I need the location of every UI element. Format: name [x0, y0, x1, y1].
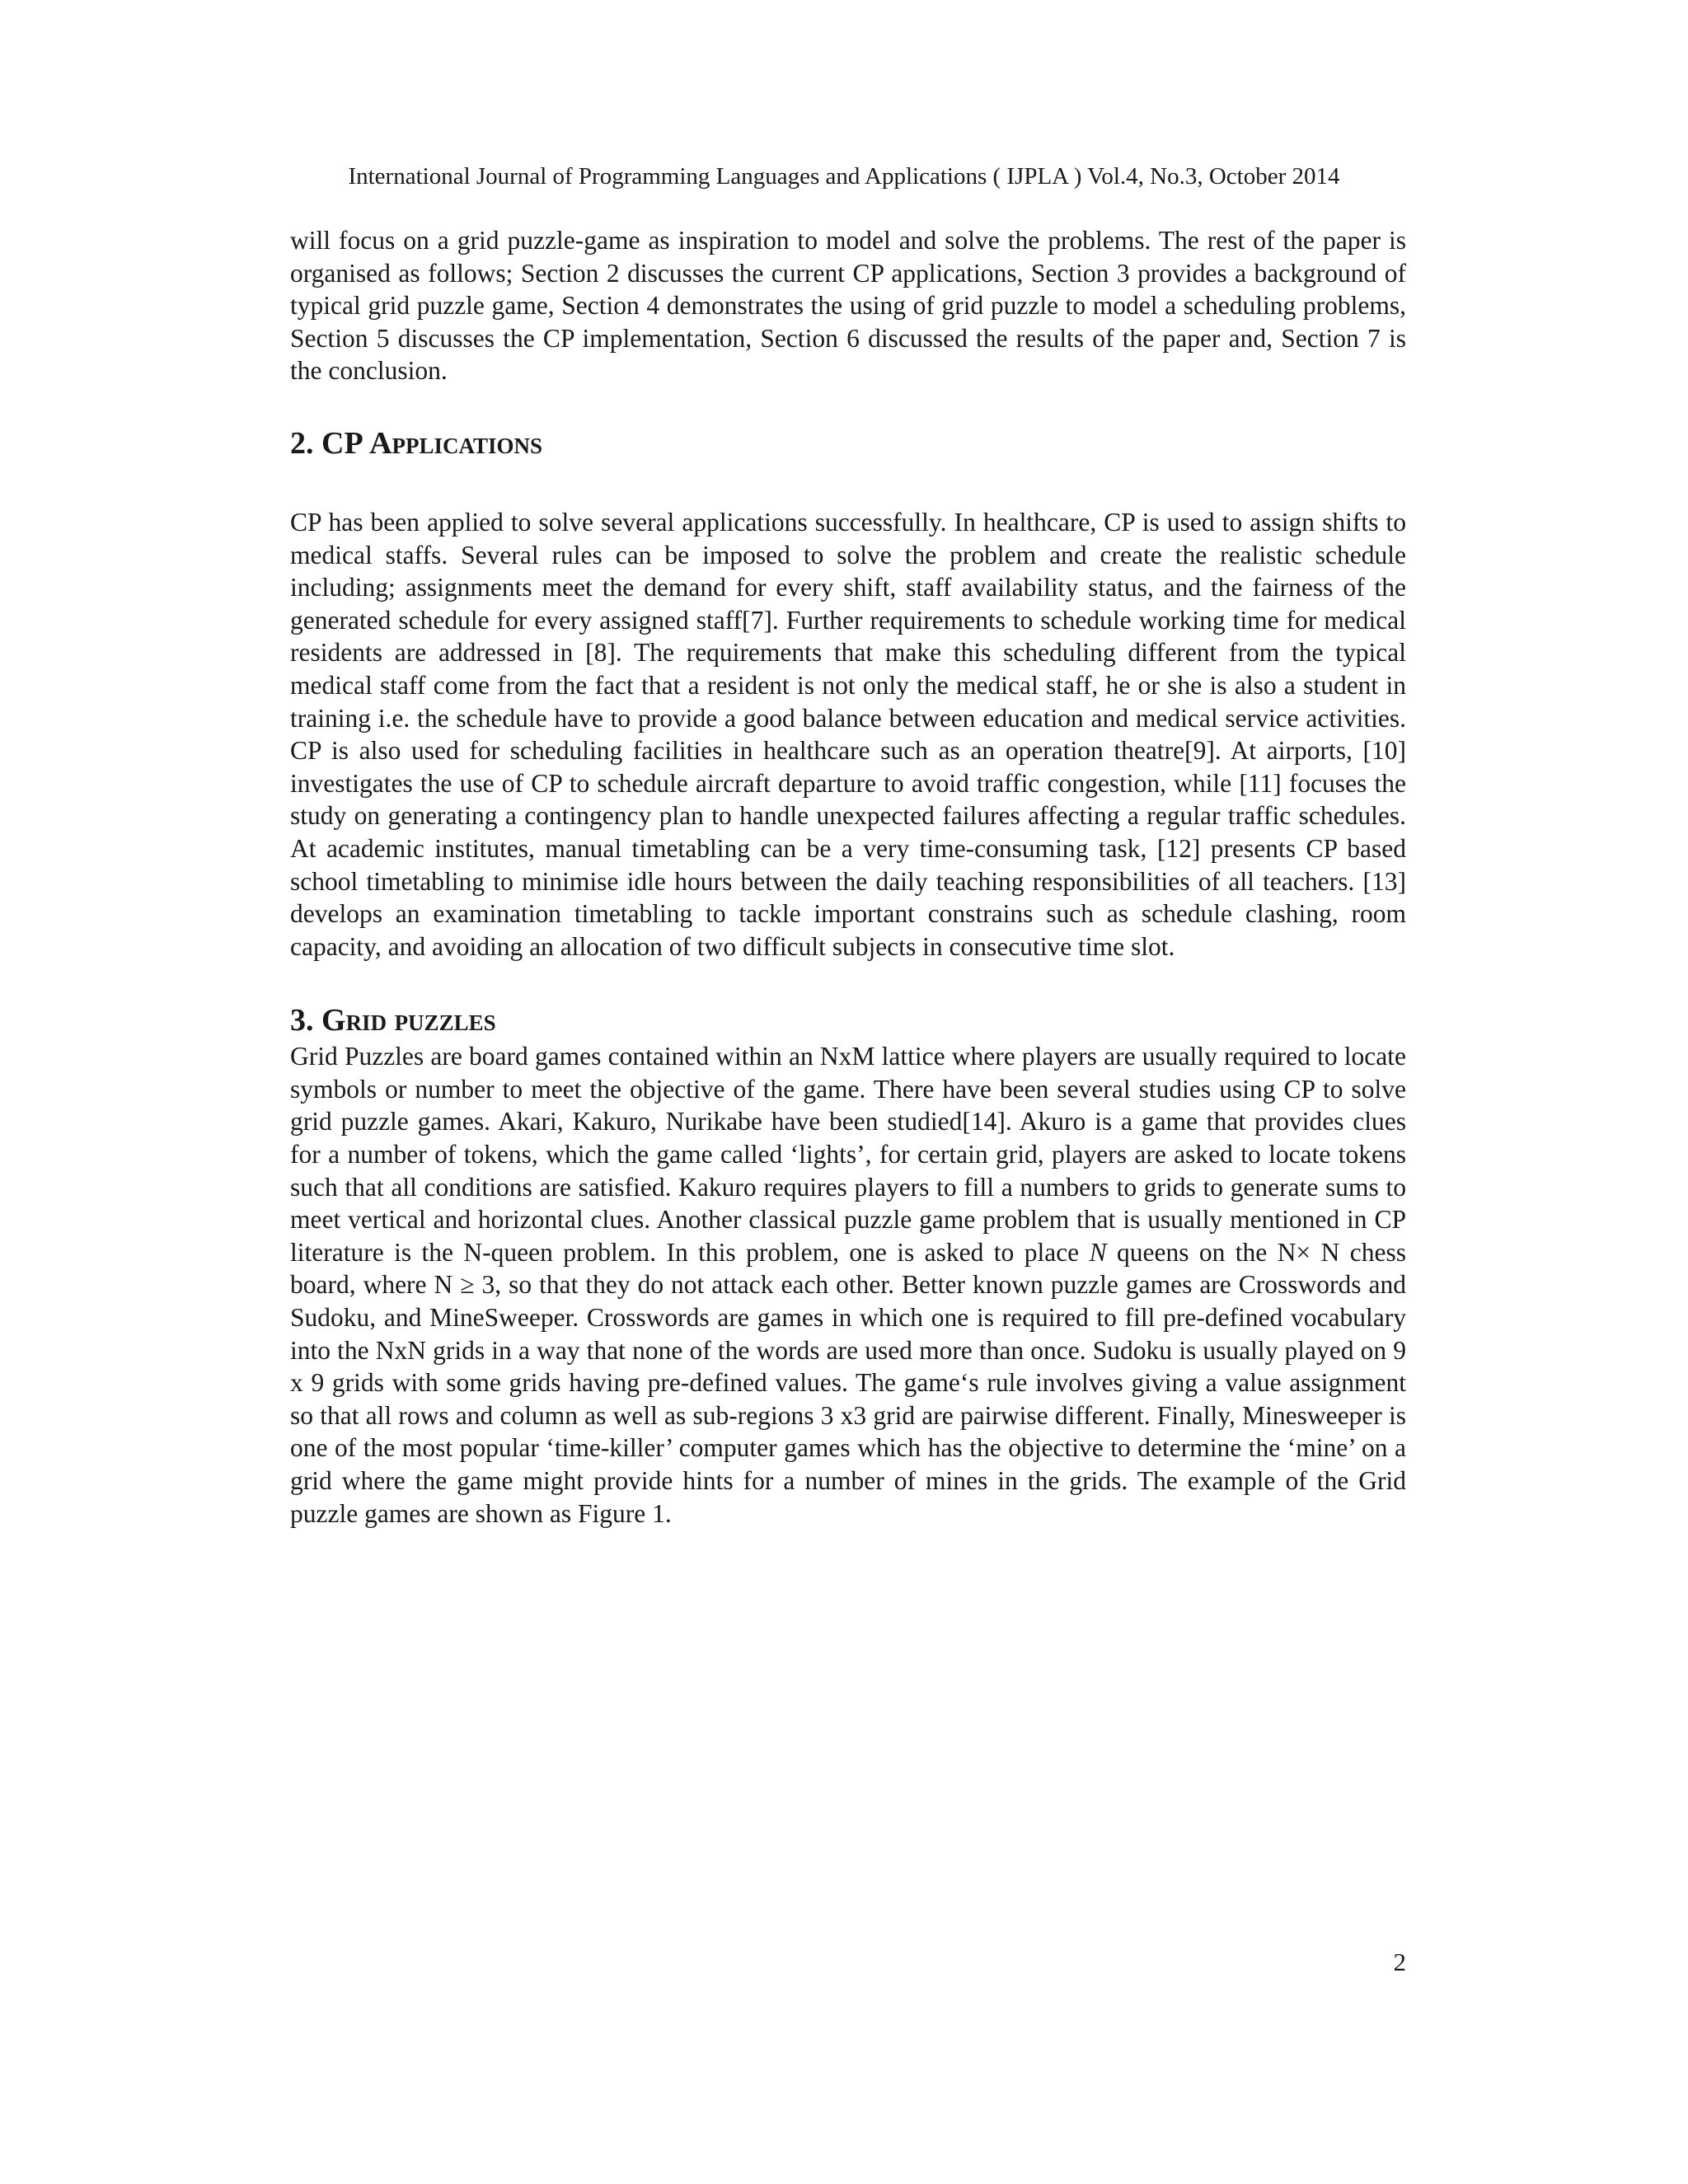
page-content	[290, 224, 1406, 1530]
section-3-title: rid puzzles	[345, 1003, 496, 1038]
section-3-italic-n: N	[1089, 1237, 1107, 1267]
section-2-paragraph: CP has been applied to solve several applications successfully. In healthcare, CP is used to assign shifts to medical staffs. Several rules can be imposed to solve the problem and create the realistic schedule including; assignments meet the demand for every shift, staff availability status, and the fairness of the generated schedule for every assigned staff[7]. Further requirements to schedule working time for medical residents are addressed in [8]. The requirements that make this scheduling different from the typical medical staff come from the fact that a resident is not only the medical staff, he or she is also a student in training i.e. the schedule have to provide a good balance between education and medical service activities. CP is also used for scheduling facilities in healthcare such as an operation theatre[9]. At airports, [10] investigates the use of CP to schedule aircraft departure to avoid traffic congestion, while [11] focuses the study on generating a contingency plan to handle unexpected failures affecting a regular traffic schedules. At academic institutes, manual timetabling can be a very time-consuming task, [12] presents CP based school timetabling to minimise idle hours between the daily teaching responsibilities of all teachers. [13] develops an examination timetabling to tackle important constrains such as schedule clashing, room capacity, and avoiding an allocation of two difficult subjects in consecutive time slot.	[290, 507, 1406, 961]
section-3-heading	[290, 1001, 1406, 1040]
section-3-paragraph	[290, 1040, 1406, 1530]
section-3-text-part-1: Grid Puzzles are board games contained within an NxM lattice where players are usually required to locate symbols or number to meet the objective of the game. There have been several studies using CP to solve grid puzzle games. Akari, Kakuro, Nurikabe have been studied[14]. Akuro is a game that provides clues for a number of tokens, which the game called ‘lights’, for certain grid, players are asked to locate tokens such that all conditions are satisfied. Kakuro requires players to fill a numbers to grids to generate sums to meet vertical and horizontal clues. Another classical puzzle game problem that is usually mentioned in CP literature is the N-queen problem. In this problem, one is asked to place	[290, 1042, 1406, 1267]
intro-paragraph: will focus on a grid puzzle-game as inspiration to model and solve the problems. The rest of the paper is organised as follows; Section 2 discusses the current CP applications, Section 3 provides a background of typical grid puzzle game, Section 4 demonstrates the using of grid puzzle to model a scheduling problems, Section 5 discusses the CP implementation, Section 6 discussed the results of the paper and, Section 7 is the conclusion.	[290, 226, 1406, 386]
running-header: International Journal of Programming Languages and Applications ( IJPLA ) Vol.4, No.3, October 2014	[348, 163, 1340, 190]
section-2-title: Applications	[369, 425, 543, 461]
page-number: 2	[1393, 1947, 1406, 1976]
section-2-number: 2. CP	[290, 425, 370, 461]
section-2-heading	[290, 424, 1406, 463]
section-3-text-part-2: queens on the N× N chess board, where N ≥ 3, so that they do not attack each other. Better known puzzle games are Crosswords and Sudoku, and MineSweeper. Crosswords are games in which one is required to fill pre-defined vocabulary into the NxN grids in a way that none of the words are used more than once. Sudoku is usually played on 9 x 9 grids with some grids having pre-defined values. The game‘s rule involves giving a value assignment so that all rows and column as well as sub-regions 3 x3 grid are pairwise different. Finally, Minesweeper is one of the most popular ‘time-killer’ computer games which has the objective to determine the ‘mine’ on a grid where the game might provide hints for a number of mines in the grids. The example of the Grid puzzle games are shown as Figure 1.	[290, 1237, 1407, 1528]
section-3-number: 3. G	[290, 1003, 346, 1038]
